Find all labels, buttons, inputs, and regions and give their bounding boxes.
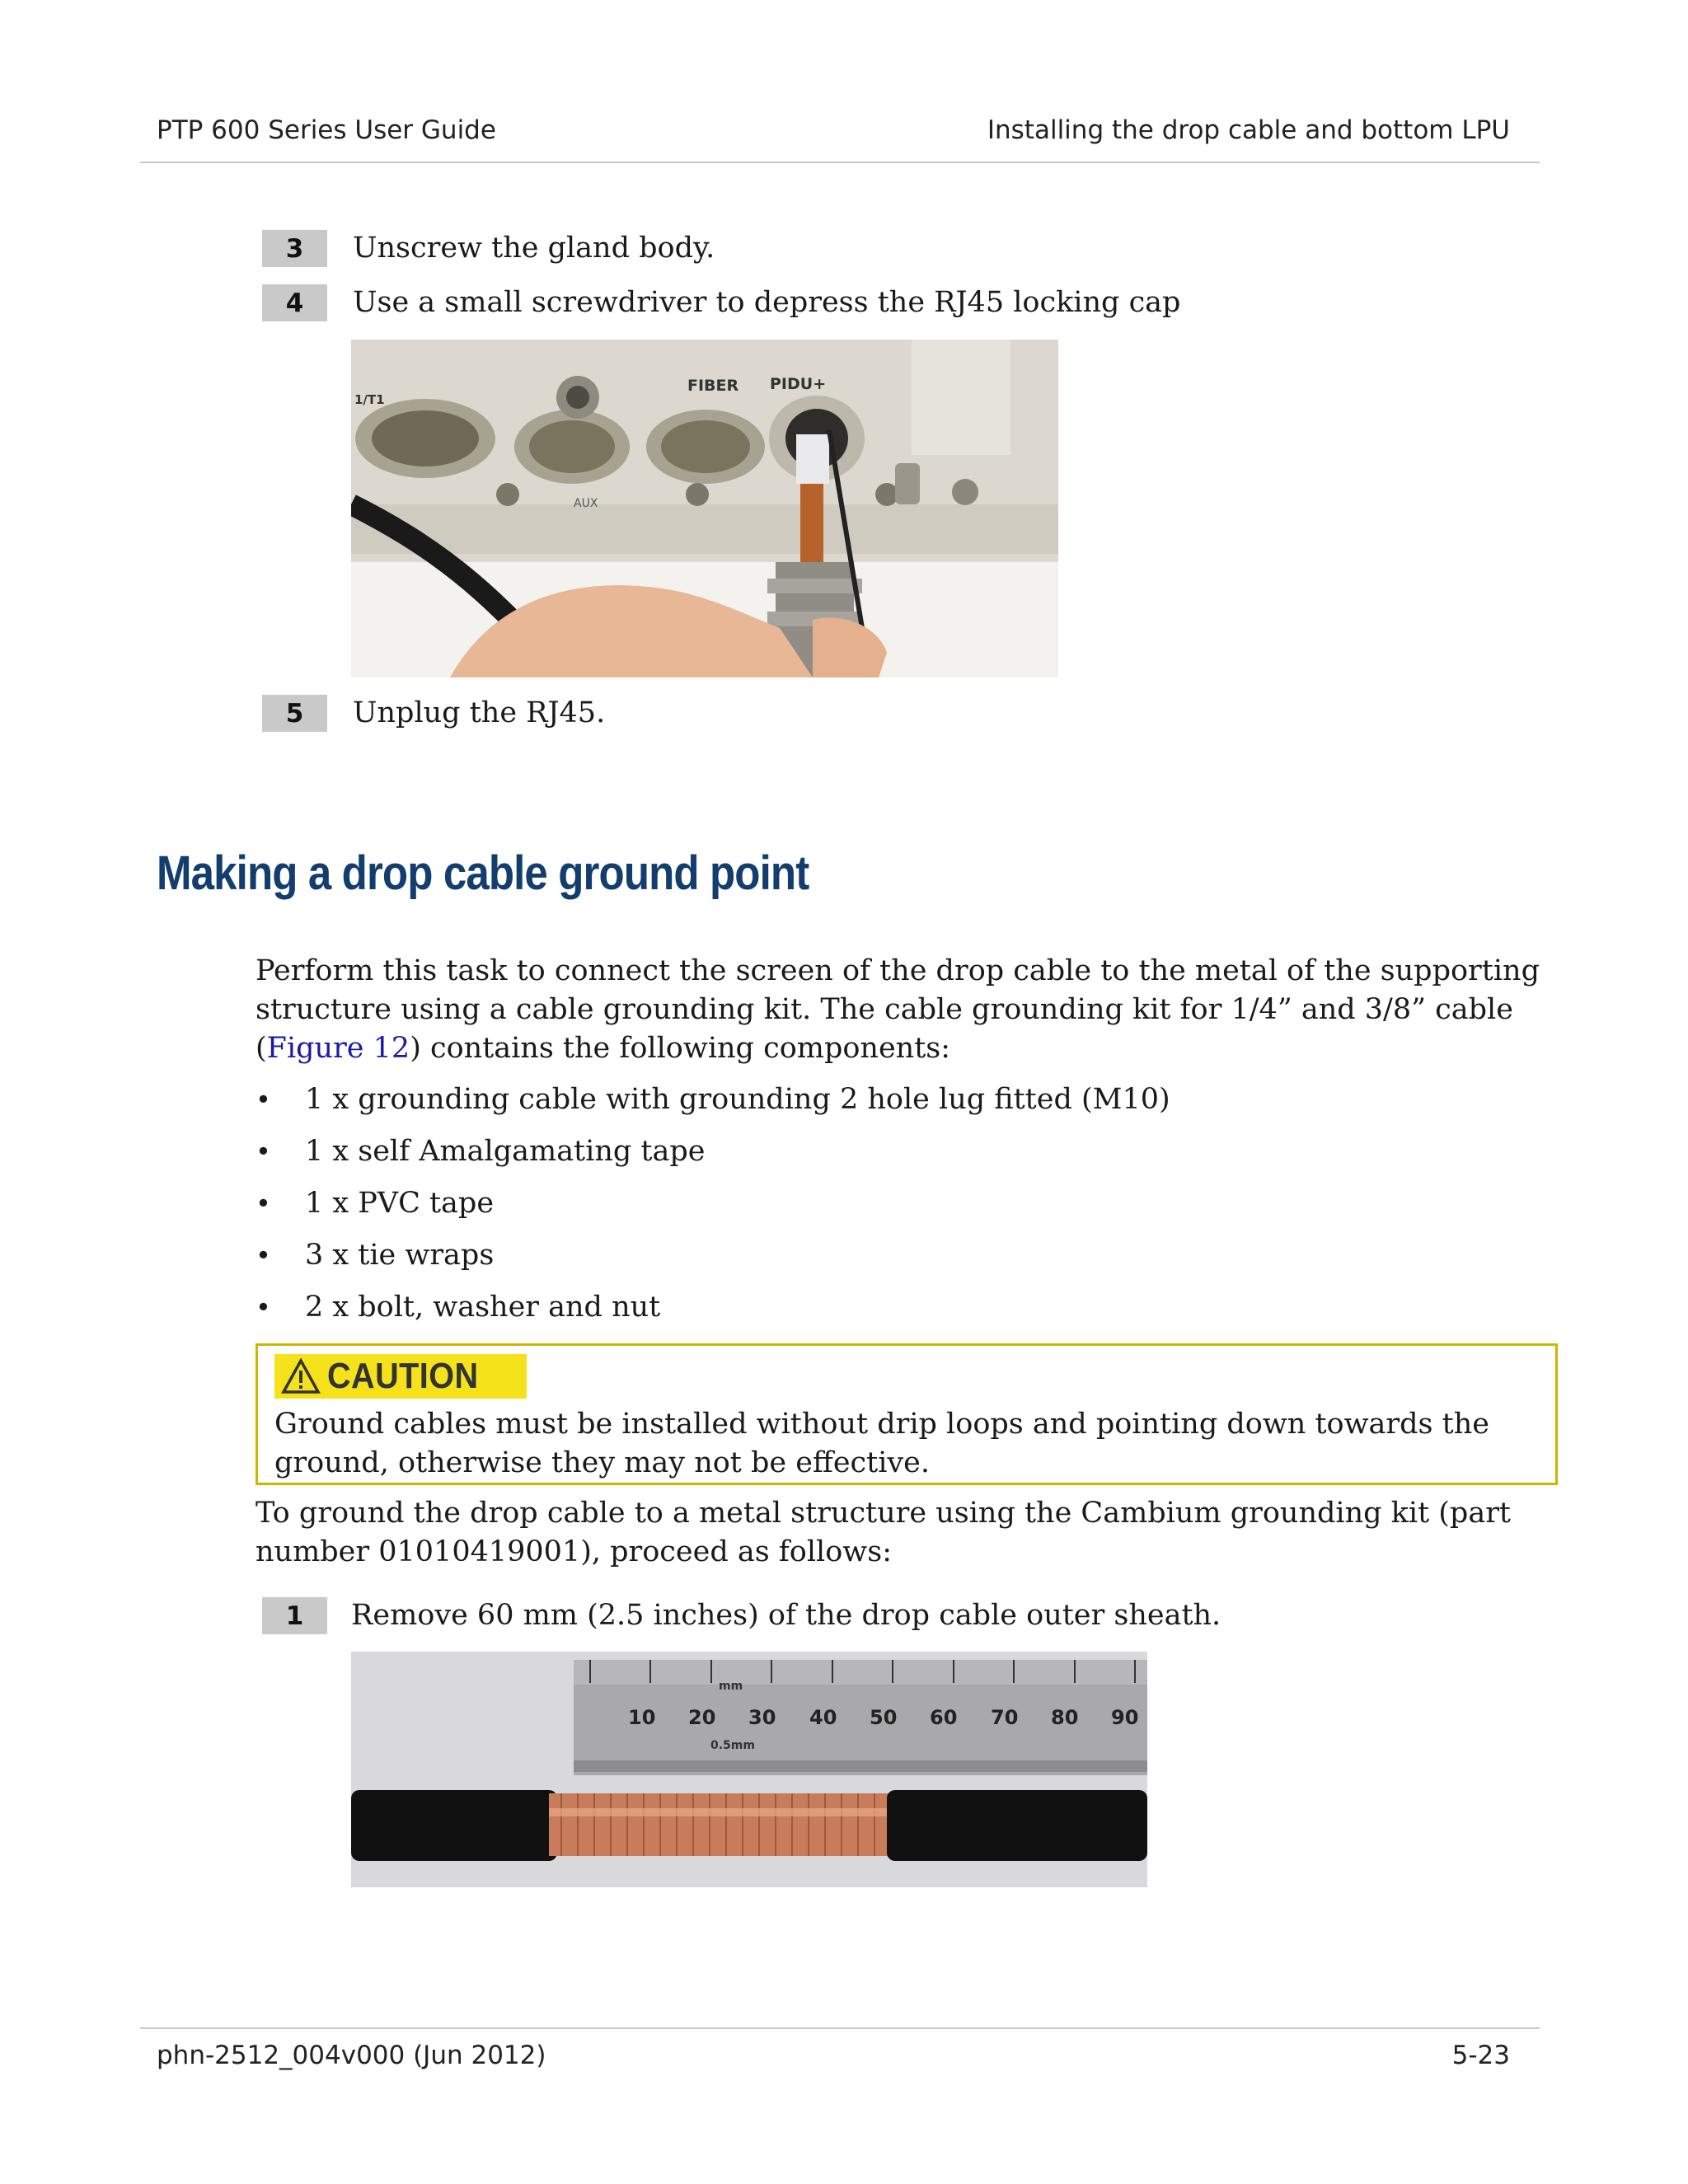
header-doc-title: PTP 600 Series User Guide [157,115,496,145]
footer-rule [140,2027,1540,2029]
list-item: 3 x tie wraps [305,1239,495,1272]
header-section-title: Installing the drop cable and bottom LPU [987,115,1510,145]
port-label-t1: 1/T1 [354,392,385,407]
step-text-3: Unscrew the gland body. [353,232,715,265]
list-item: 1 x PVC tape [305,1187,495,1220]
bullet-icon: • [256,1188,271,1219]
ruler-tick-label: 80 [1051,1706,1079,1729]
bullet-icon: • [256,1136,271,1167]
footer-doc-id: phn-2512_004v000 (Jun 2012) [157,2041,546,2070]
ruler-tick-label: 20 [688,1706,716,1729]
cable-sheath-ruler-photo [351,1652,1147,1887]
caution-tag [274,1354,527,1399]
caution-text: Ground cables must be installed without drip loops and pointing down towards the ground, otherwise they may not be effective. [274,1408,1489,1479]
intro-paragraph [256,952,1541,1068]
ruler-tick-label: 50 [870,1706,898,1729]
port-label-aux: AUX [574,497,598,510]
ruler-tick-label: 40 [809,1706,837,1729]
bullet-icon: • [256,1084,271,1115]
caution-box [256,1343,1558,1485]
step-text-1: Remove 60 mm (2.5 inches) of the drop cable outer sheath. [351,1599,1221,1632]
ruler-tick-label: 90 [1111,1706,1139,1729]
step-text-4: Use a small screwdriver to depress the RJ45 locking cap [353,286,1181,319]
ruler-tick-label: 70 [991,1706,1019,1729]
warning-triangle-icon [281,1358,321,1394]
step-number-1: 1 [262,1597,327,1634]
ruler-tick-label: 30 [748,1706,776,1729]
step-text-5: Unplug the RJ45. [353,696,606,729]
step-number-3: 3 [262,230,327,267]
ruler-unit: mm [719,1680,743,1693]
ruler-tick-label: 10 [628,1706,656,1729]
header-rule [140,162,1540,163]
figure-12-link[interactable]: Figure 12 [266,1032,410,1065]
ruler-tick-label: 60 [930,1706,958,1729]
rj45-photo-illustration [351,340,1058,677]
caution-label: CAUTION [327,1356,479,1396]
bullet-icon: • [256,1240,271,1271]
list-item: 1 x self Amalgamating tape [305,1135,706,1168]
step-number-5: 5 [262,695,327,732]
ruler-scale-note: 0.5mm [710,1739,755,1752]
intro-text-start: Perform this task to connect the screen of the drop cable to the metal of the supporting structure using a cable grounding kit. The cable grounding kit for 1/4” and 3/8” cable ( [256,954,1540,1065]
port-label-fiber: FIBER [687,377,739,395]
list-item: 1 x grounding cable with grounding 2 hole lug fitted (M10) [305,1083,1170,1116]
section-heading: Making a drop cable ground point [157,846,809,900]
intro-text-end: ) contains the following components: [410,1032,951,1065]
step-number-4: 4 [262,284,327,321]
bullet-icon: • [256,1291,271,1323]
rj45-locking-cap-photo [351,340,1058,677]
footer-page-number: 5-23 [1451,2041,1510,2070]
port-label-pidu: PIDU+ [770,375,827,393]
procedure-intro: To ground the drop cable to a metal structure using the Cambium grounding kit (part number 01010419001), proceed as follows: [256,1497,1511,1568]
cable-ruler-illustration [351,1652,1147,1887]
list-item: 2 x bolt, washer and nut [305,1291,661,1324]
